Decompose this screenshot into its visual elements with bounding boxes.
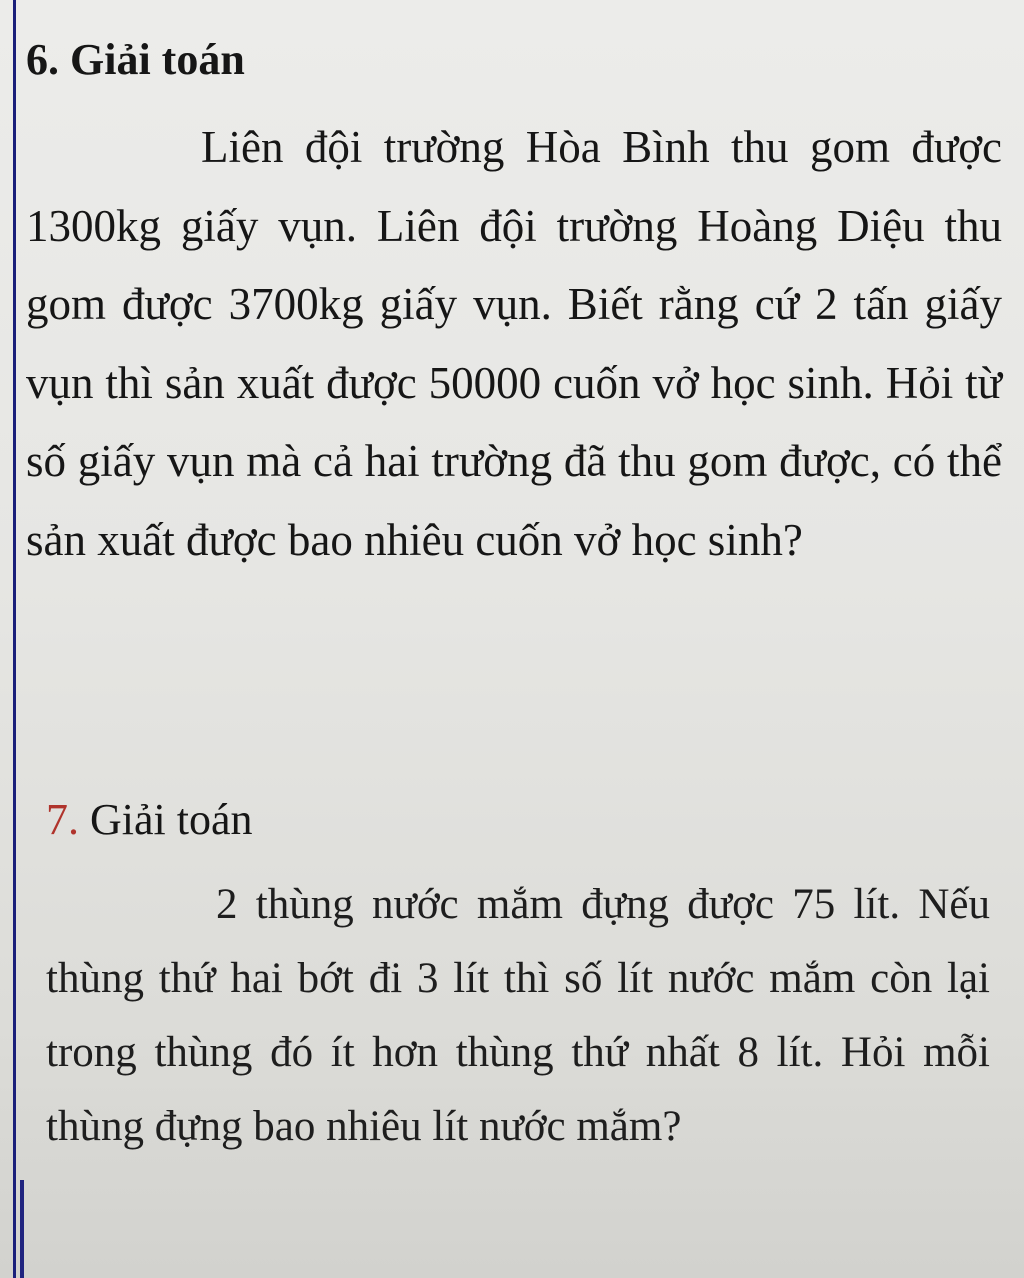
problem-6-title bbox=[26, 30, 1002, 90]
problem-6 bbox=[26, 30, 1002, 579]
problem-7-text: 2 thùng nước mắm đựng được 75 lít. Nếu thùng thứ hai bớt đi 3 lít thì số lít nước mắm còn lại trong thùng đó ít hơn thùng thứ nhất 8 lít. Hỏi mỗi thùng đựng bao nhiêu lít nước mắm? bbox=[46, 881, 990, 1150]
page-left-border-lower bbox=[20, 1180, 24, 1278]
problem-7-number: 7. bbox=[46, 795, 79, 844]
problem-7-title bbox=[46, 790, 990, 850]
problem-7 bbox=[46, 790, 990, 1164]
problem-6-number: 6. bbox=[26, 35, 59, 84]
page-left-border bbox=[13, 0, 16, 1278]
problem-7-heading: Giải toán bbox=[90, 795, 253, 844]
problem-6-text: Liên đội trường Hòa Bình thu gom được 1300kg giấy vụn. Liên đội trường Hoàng Diệu thu gom được 3700kg giấy vụn. Biết rằng cứ 2 tấn giấy vụn thì sản xuất được 50000 cuốn vở học sinh. Hỏi từ số giấy vụn mà cả hai trường đã thu gom được, có thể sản xuất được bao nhiêu cuốn vở học sinh? bbox=[26, 122, 1002, 565]
problem-6-heading: Giải toán bbox=[70, 35, 245, 84]
